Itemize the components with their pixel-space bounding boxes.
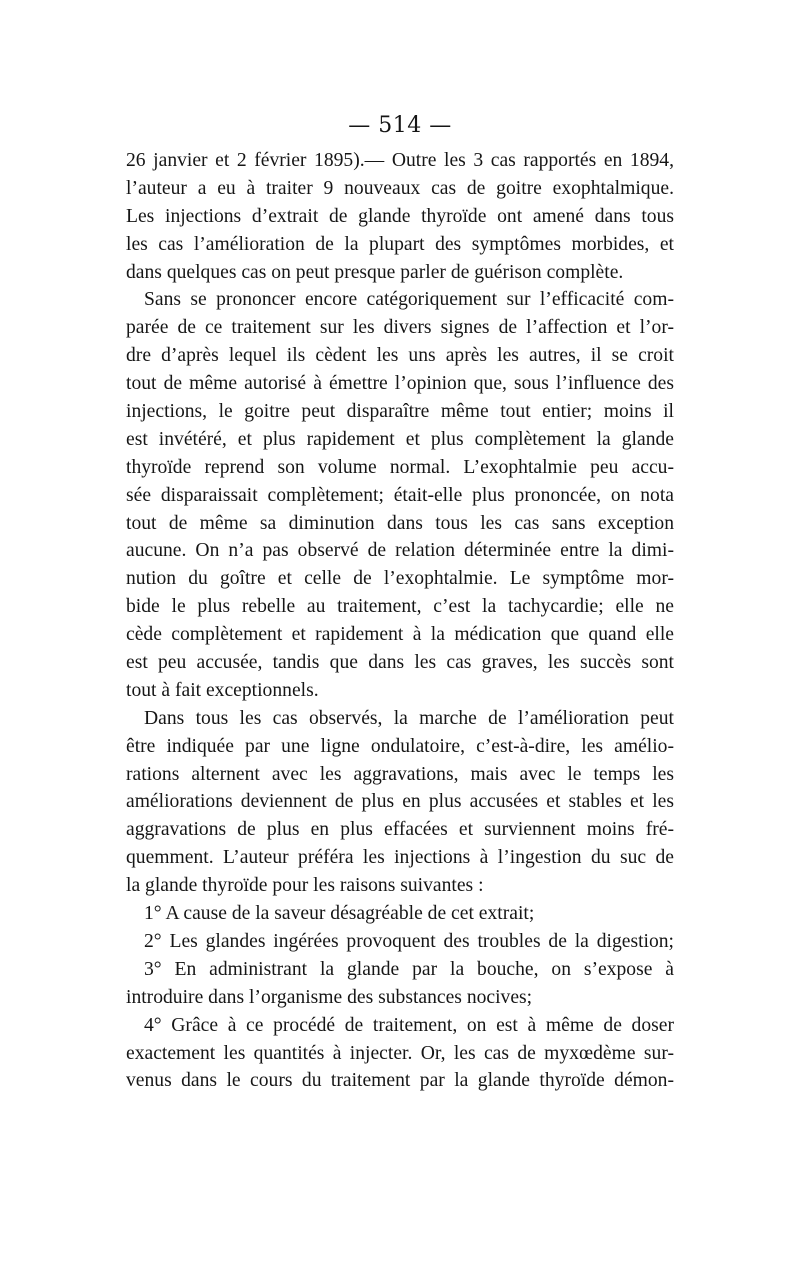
text-line: parée de ce traitement sur les divers signes de l’affection et l’or- xyxy=(126,317,674,339)
text-line: tout de même autorisé à émettre l’opinion que, sous l’influence des xyxy=(126,373,674,395)
text-line: aucune. On n’a pas observé de relation déterminée entre la dimi- xyxy=(126,540,674,562)
text-line: l’auteur a eu à traiter 9 nouveaux cas de goitre exophtalmique. xyxy=(126,177,674,199)
text-line: tout de même sa diminution dans tous les cas sans exception xyxy=(126,512,674,534)
text-line: cède complètement et rapidement à la médication que quand elle xyxy=(126,624,674,646)
text-line: exactement les quantités à injecter. Or, les cas de myxœdème sur- xyxy=(126,1042,674,1064)
text-line: dans quelques cas on peut presque parler de guérison complète. xyxy=(126,261,624,283)
text-line: sée disparaissait complètement; était-elle plus prononcée, on nota xyxy=(126,484,674,506)
list-item: 2° Les glandes ingérées provoquent des troubles de la digestion; xyxy=(144,930,674,952)
text-line: est invétéré, et plus rapidement et plus complètement la glande xyxy=(126,428,674,450)
list-item: 4° Grâce à ce procédé de traitement, on est à même de doser xyxy=(144,1014,674,1036)
text-line: les cas l’amélioration de la plupart des symptômes morbides, et xyxy=(126,233,674,255)
text-line: la glande thyroïde pour les raisons suivantes : xyxy=(126,875,484,897)
text-line: introduire dans l’organisme des substances nocives; xyxy=(126,986,533,1008)
text-line: améliorations deviennent de plus en plus accusées et stables et les xyxy=(126,791,674,813)
page-number: — 514 — xyxy=(348,113,452,138)
text-line: dre d’après lequel ils cèdent les uns après les autres, il se croit xyxy=(126,345,674,367)
text-line: injections, le goitre peut disparaître même tout entier; moins il xyxy=(126,401,674,423)
text-line: quemment. L’auteur préféra les injections à l’ingestion du suc de xyxy=(126,847,674,869)
text-line: Les injections d’extrait de glande thyroïde ont amené dans tous xyxy=(126,205,674,227)
text-line: tout à fait exceptionnels. xyxy=(126,679,319,701)
text-line: nution du goître et celle de l’exophtalmie. Le symptôme mor- xyxy=(126,568,674,590)
list-item: 1° A cause de la saveur désagréable de cet extrait; xyxy=(144,903,535,925)
text-line: rations alternent avec les aggravations, mais avec le temps les xyxy=(126,763,674,785)
text-line: thyroïde reprend son volume normal. L’exophtalmie peu accu- xyxy=(126,456,674,478)
text-line: 26 janvier et 2 février 1895).— Outre les 3 cas rapportés en 1894, xyxy=(126,150,674,171)
list-item: 3° En administrant la glande par la bouche, on s’expose à xyxy=(144,958,674,980)
text-line: Sans se prononcer encore catégoriquement sur l’efficacité com- xyxy=(144,289,674,311)
text-line: être indiquée par une ligne ondulatoire, c’est-à-dire, les amélio- xyxy=(126,735,674,757)
text-line: Dans tous les cas observés, la marche de l’amélioration peut xyxy=(144,707,674,729)
text-line: venus dans le cours du traitement par la glande thyroïde démon- xyxy=(126,1070,674,1092)
text-line: bide le plus rebelle au traitement, c’est la tachycardie; elle ne xyxy=(126,596,674,618)
text-line: aggravations de plus en plus effacées et surviennent moins fré- xyxy=(126,819,674,841)
text-line: est peu accusée, tandis que dans les cas graves, les succès sont xyxy=(126,652,674,674)
body-text xyxy=(126,147,674,1095)
